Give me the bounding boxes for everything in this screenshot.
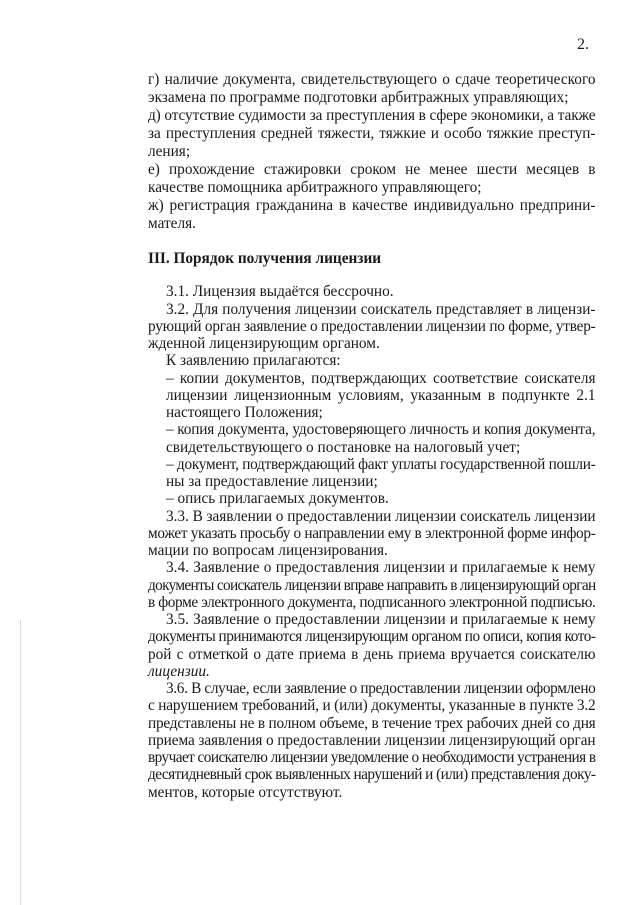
document-body <box>148 71 596 801</box>
text-line: ны за предоставление лицензии; <box>166 473 378 490</box>
text-line: – документ, подтверждающий факт уплаты государственной пошли- <box>166 455 596 473</box>
paragraph <box>148 301 596 353</box>
text-line: лицензии лицензионным условиям, указанным в подпункте 2.1 <box>166 386 596 404</box>
text-line: экзамена по программе подготовки арбитражных управляющих; <box>148 89 569 106</box>
text-line: рой с отметкой о дате приема в день приема вручается соискателю <box>148 645 596 663</box>
text-line: 3.4. Заявление о предоставления лицензии и прилагаемые к нему <box>166 559 596 577</box>
page-number: 2. <box>577 36 589 53</box>
text-line: III. Порядок получения лицензии <box>148 250 382 267</box>
text-line: К заявлению прилагаются: <box>166 352 341 370</box>
text-line: за преступления средней тяжести, тяжкие и особо тяжкие преступ- <box>148 125 596 142</box>
text-line: е) прохождение стажировки сроком не менее шести месяцев в <box>148 161 596 178</box>
text-line: 3.3. В заявлении о предоставлении лицензии соискатель лицензии <box>166 507 596 525</box>
text-line: – копия документа, удостоверяющего личность и копия документа, <box>166 421 596 439</box>
text-line: 3.2. Для получения лицензии соискатель представляет в лицензи- <box>166 300 596 318</box>
paragraph <box>148 680 596 801</box>
text-line: с нарушением требований, и (или) документы, указанные в пункте 3.2 <box>148 697 596 715</box>
text-line: ж) регистрация гражданина в качестве индивидуально предприни- <box>148 197 596 214</box>
paragraph <box>148 71 596 107</box>
text-line: лицензии. <box>148 662 210 680</box>
list-item <box>148 456 596 491</box>
text-line: ления; <box>148 143 191 160</box>
text-line: десятидневный срок выявленных нарушений и (или) представления доку- <box>148 766 596 784</box>
text-line: документы соискатель лицензии вправе направить в лицензирующий орган <box>148 576 596 594</box>
text-line: – копии документов, подтверждающих соответствие соискателя <box>166 369 596 387</box>
text-line: вручает соискателю лицензии уведомление о необходимости устранения в <box>148 749 596 766</box>
paragraph <box>148 197 596 233</box>
paragraph <box>148 611 596 680</box>
text-line: свидетельствующего о постановке на налоговый учет; <box>166 438 521 456</box>
text-line: может указать просьбу о направлении ему в электронной форме инфор- <box>148 524 596 542</box>
text-line: документы принимаются лицензирующим органом по описи, копия кото- <box>148 628 596 646</box>
paragraph <box>148 508 596 560</box>
text-line: в форме электронного документа, подписанного электронной подписью. <box>148 593 596 611</box>
text-line: – опись прилагаемых документов. <box>166 490 389 508</box>
list-item <box>148 490 596 507</box>
text-line: д) отсутствие судимости за преступления в сфере экономики, а также <box>148 107 596 124</box>
list-item <box>148 370 596 422</box>
text-line: г) наличие документа, свидетельствующего о сдаче теоретического <box>148 71 596 88</box>
section-heading <box>148 250 596 267</box>
scan-artifact-line <box>20 620 21 905</box>
text-line: 3.5. Заявление о предоставлении лицензии и прилагаемые к нему <box>166 611 596 628</box>
list-item <box>148 421 596 456</box>
text-line: представлены не в полном объеме, в течение трех рабочих дней со дня <box>148 714 596 732</box>
paragraph <box>148 559 596 611</box>
text-line: жденной лицензирующим органом. <box>148 335 380 352</box>
text-line: ментов, которые отсутствуют. <box>148 783 343 801</box>
text-line: мателя. <box>148 215 196 232</box>
text-line: приема заявления о предоставлении лицензии лицензирующий орган <box>148 731 596 749</box>
text-line: качестве помощника арбитражного управляющего; <box>148 179 482 196</box>
text-line: рующий орган заявление о предоставлении лицензии по форме, утвер- <box>148 317 596 335</box>
text-line: мации по вопросам лицензирования. <box>148 542 388 559</box>
list-item <box>148 352 596 369</box>
paragraph <box>148 161 596 197</box>
text-line: 3.1. Лицензия выдаётся бессрочно. <box>166 283 394 301</box>
paragraph <box>148 107 596 161</box>
text-line: настоящего Положения; <box>166 404 323 421</box>
text-line: 3.6. В случае, если заявление о предоставлении лицензии оформлено <box>166 680 596 697</box>
paragraph <box>148 283 596 300</box>
